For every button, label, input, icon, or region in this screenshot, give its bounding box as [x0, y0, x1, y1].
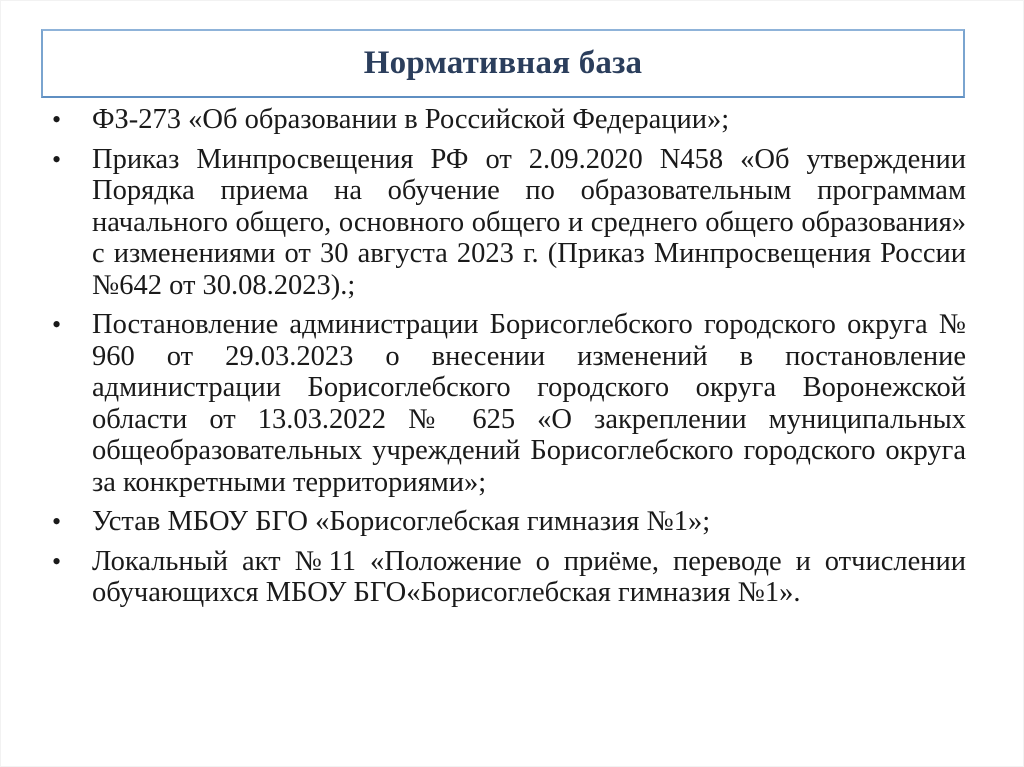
- bullet-dot-icon: •: [52, 507, 62, 536]
- bullet-dot-icon: •: [52, 105, 62, 134]
- bullet-dot-icon: •: [52, 310, 62, 339]
- bullet-item-order-458: [52, 144, 966, 302]
- bullet-item-local-act-11: [52, 546, 966, 609]
- bullet-item-fz273: [52, 104, 966, 136]
- bullet-text: Приказ Минпросвещения РФ от 2.09.2020 N458 «Об утверждении Порядка приема на обучение по образовательным программам начального общего, основного общего и среднего общего образования» с изменениями от 30 августа 2023 г. (Приказ Минпросвещения России №642 от 30.08.2023).;: [92, 143, 966, 301]
- title-box: [41, 29, 965, 98]
- bullet-dot-icon: •: [52, 144, 62, 174]
- bullet-item-resolution-960: [52, 309, 966, 498]
- bullet-list: [52, 104, 966, 617]
- slide-title: Нормативная база: [363, 45, 643, 81]
- bullet-text: Постановление администрации Борисоглебского городского округа № 960 от 29.03.2023 о внесении изменений в постановление администрации Борисоглебского городского округа Воронежской области от 13.03.2022 № 625 «О закреплении муниципальных общеобразовательных учреждений Борисоглебского городского округа за конкретными территориями»;: [92, 309, 966, 498]
- bullet-item-charter: [52, 506, 966, 538]
- bullet-dot-icon: •: [52, 546, 62, 576]
- bullet-text: Локальный акт №11 «Положение о приёме, переводе и отчислении обучающихся МБОУ БГО«Борисоглебская гимназия №1».: [92, 545, 966, 608]
- bullet-text: Устав МБОУ БГО «Борисоглебская гимназия №1»;: [92, 506, 711, 537]
- bullet-text: ФЗ-273 «Об образовании в Российской Федерации»;: [92, 104, 730, 135]
